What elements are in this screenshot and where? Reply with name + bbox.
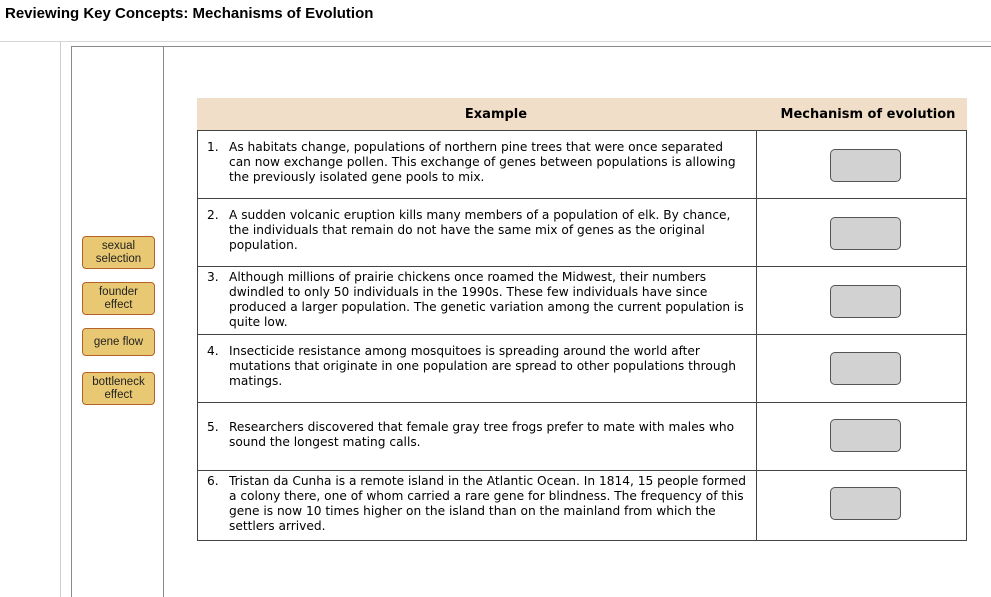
row-number: 3.: [207, 270, 219, 284]
example-text: [207, 140, 747, 185]
row-number: 4.: [207, 344, 219, 358]
row-text: Insecticide resistance among mosquitoes is spreading around the world after mutations that originate in one population are spread to other populations through matings.: [229, 344, 737, 388]
row-text: A sudden volcanic eruption kills many members of a population of elk. By chance, the individuals that remain do not have the same mix of genes as the original population.: [229, 208, 731, 252]
examples-table: [197, 131, 967, 541]
title-divider: [0, 41, 991, 42]
token-label: founder effect: [98, 285, 138, 311]
left-gutter-line: [60, 42, 61, 597]
answer-drop-zone[interactable]: [830, 487, 901, 520]
token-bank-divider: [163, 47, 164, 597]
table-row: [198, 199, 966, 267]
row-number: 6.: [207, 474, 219, 488]
row-number: 5.: [207, 420, 219, 434]
token-founder-effect[interactable]: [82, 282, 155, 315]
token-bottleneck-effect[interactable]: [82, 372, 155, 405]
example-text: [207, 270, 747, 330]
table-row: [198, 267, 966, 335]
header-example: Example: [464, 107, 528, 122]
example-text: [207, 474, 747, 534]
page-title: Reviewing Key Concepts: Mechanisms of Evolution: [5, 5, 374, 22]
answer-drop-zone[interactable]: [830, 285, 901, 318]
row-text: Although millions of prairie chickens once roamed the Midwest, their numbers dwindled to only 50 individuals in the 1990s. These few individuals have since produced a larger population. The genetic variation among the current population is quite low.: [229, 270, 744, 329]
row-text: As habitats change, populations of northern pine trees that were once separated can now exchange pollen. This exchange of genes between populations is allowing the previously isolated gene pools to mix.: [229, 140, 736, 184]
header-mechanism: Mechanism of evolution: [780, 107, 956, 122]
example-text: [207, 344, 747, 389]
answer-drop-zone[interactable]: [830, 149, 901, 182]
answer-drop-zone[interactable]: [830, 217, 901, 250]
token-label: gene flow: [93, 335, 144, 348]
table-row: [198, 471, 966, 540]
example-text: [207, 208, 747, 253]
row-text: Tristan da Cunha is a remote island in the Atlantic Ocean. In 1814, 15 people formed a colony there, one of whom carried a rare gene for blindness. The frequency of this gene is now 10 times higher on the island than on the mainland from which the settlers arrived.: [229, 474, 746, 533]
table-row: [198, 131, 966, 199]
token-label: bottleneck effect: [92, 375, 145, 401]
example-text: [207, 420, 747, 450]
row-number: 2.: [207, 208, 219, 222]
table-row: [198, 403, 966, 471]
row-number: 1.: [207, 140, 219, 154]
token-label: sexual selection: [95, 239, 142, 265]
table-row: [198, 335, 966, 403]
answer-drop-zone[interactable]: [830, 419, 901, 452]
token-gene-flow[interactable]: [82, 328, 155, 356]
answer-drop-zone[interactable]: [830, 352, 901, 385]
token-sexual-selection[interactable]: [82, 236, 155, 269]
row-text: Researchers discovered that female gray tree frogs prefer to mate with males who sound the longest mating calls.: [229, 420, 735, 449]
